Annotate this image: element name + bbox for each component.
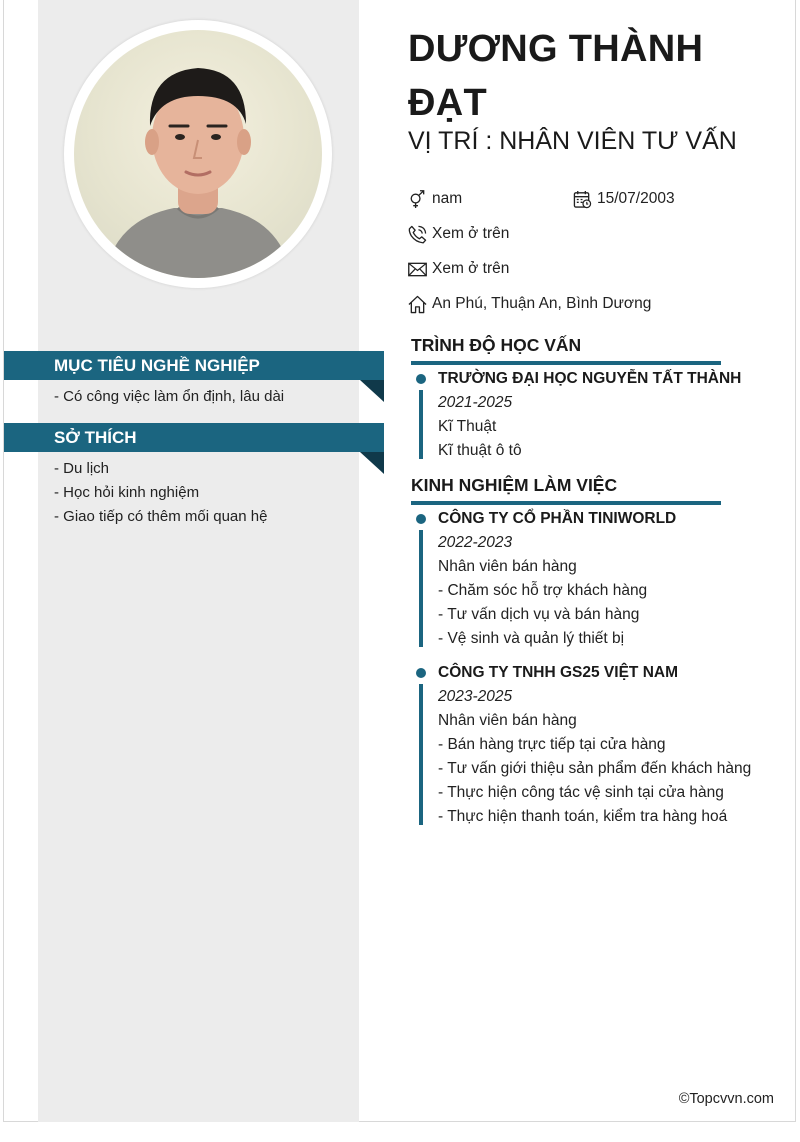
objective-title: MỤC TIÊU NGHỀ NGHIỆP <box>54 356 260 375</box>
avatar <box>74 30 322 278</box>
task-item: - Tư vấn giới thiệu sản phẩm đến khách hàng <box>438 760 752 777</box>
education-major: Kĩ Thuật <box>438 418 497 435</box>
address-value: An Phú, Thuận An, Bình Dương <box>432 295 652 312</box>
mail-icon <box>408 260 427 279</box>
email-value: Xem ở trên <box>432 260 510 277</box>
objective-header <box>4 351 384 380</box>
birthdate-row <box>573 188 753 210</box>
email-row <box>408 258 608 280</box>
hobbies-title: SỞ THÍCH <box>54 428 137 447</box>
list-item: - Học hỏi kinh nghiệm <box>54 484 200 501</box>
education-title: TRÌNH ĐỘ HỌC VẤN <box>411 333 721 365</box>
experience-period: 2023-2025 <box>438 688 513 705</box>
task-item: - Chăm sóc hỗ trợ khách hàng <box>438 582 648 599</box>
job-role: Nhân viên bán hàng <box>438 558 577 575</box>
experience-period: 2022-2023 <box>438 534 513 551</box>
education-detail: Kĩ thuật ô tô <box>438 442 522 459</box>
timeline-dot <box>416 374 426 384</box>
list-item: - Có công việc làm ổn định, lâu dài <box>54 388 285 405</box>
phone-icon <box>408 225 427 244</box>
job-role: Nhân viên bán hàng <box>438 712 577 729</box>
timeline-dot <box>416 668 426 678</box>
objective-list <box>54 385 284 409</box>
portrait-illustration <box>74 30 322 278</box>
experience-title: KINH NGHIỆM LÀM VIỆC <box>411 473 721 505</box>
footer-credit: ©Topcvvn.com <box>678 1091 774 1107</box>
task-item: - Thực hiện thanh toán, kiểm tra hàng hoá <box>438 808 728 825</box>
timeline-line <box>419 390 423 459</box>
company-name: CÔNG TY CỔ PHẦN TINIWORLD <box>438 510 677 527</box>
calendar-icon <box>573 190 592 209</box>
hobbies-list <box>54 457 267 529</box>
timeline-dot <box>416 514 426 524</box>
gender-value: nam <box>432 190 463 207</box>
ribbon-fold <box>360 380 384 402</box>
address-row <box>408 293 708 315</box>
task-item: - Thực hiện công tác vệ sinh tại cửa hàng <box>438 784 724 801</box>
birthdate-value: 15/07/2003 <box>597 190 675 207</box>
avatar-frame <box>64 20 332 288</box>
home-icon <box>408 295 427 314</box>
task-item: - Bán hàng trực tiếp tại cửa hàng <box>438 736 666 753</box>
school-name: TRƯỜNG ĐẠI HỌC NGUYỄN TẤT THÀNH <box>438 370 742 387</box>
task-item: - Tư vấn dịch vụ và bán hàng <box>438 606 640 623</box>
timeline-line <box>419 530 423 647</box>
ribbon-fold <box>360 452 384 474</box>
list-item: - Giao tiếp có thêm mối quan hệ <box>54 508 268 525</box>
timeline-line <box>419 684 423 825</box>
phone-row <box>408 223 608 245</box>
list-item: - Du lịch <box>54 460 110 477</box>
task-item: - Vệ sinh và quản lý thiết bị <box>438 630 625 647</box>
phone-value: Xem ở trên <box>432 225 510 242</box>
gender-row <box>408 188 558 210</box>
gender-icon <box>408 190 427 209</box>
company-name: CÔNG TY TNHH GS25 VIỆT NAM <box>438 664 678 681</box>
candidate-name: DƯƠNG THÀNH ĐẠT <box>408 28 704 124</box>
education-period: 2021-2025 <box>438 394 513 411</box>
hobbies-header <box>4 423 384 452</box>
job-position: VỊ TRÍ : NHÂN VIÊN TƯ VẤN <box>408 127 737 155</box>
